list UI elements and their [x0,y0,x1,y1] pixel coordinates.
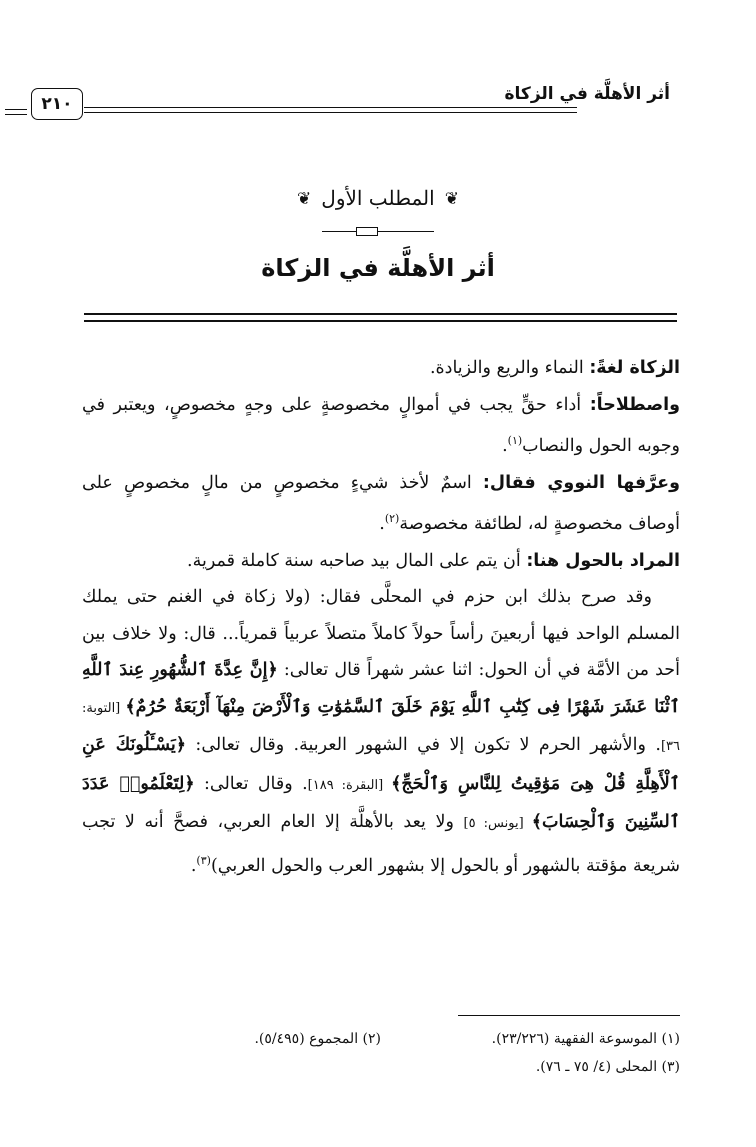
verse-reference: [البقرة: ١٨٩] [307,777,392,793]
footnote-ref[interactable]: (٢) [384,512,400,525]
paragraph-ibn-hazm [82,579,680,884]
verse-reference: [التوبة: ٣٦] [82,700,680,754]
ornament-icon: ❦ [444,189,459,209]
footnote-row [82,1053,680,1081]
header-rule [84,107,577,108]
paragraph-text: أن يتم على المال بيد صاحبه سنة كاملة قمرية. [187,550,527,571]
paragraph-text: . [502,436,508,456]
footnote-3: (٣) المحلى (٤/ ٧٥ ـ ٧٦). [535,1059,680,1075]
footnote-ref[interactable]: (٣) [196,853,211,867]
footnotes [82,1025,680,1081]
paragraph-hawl [82,543,680,580]
footnote-ref[interactable]: (١) [507,434,523,447]
paragraph-definition-term [82,387,680,465]
footnote-2: (٢) المجموع (٥/٤٩٥). [254,1031,381,1047]
quran-verse: ﴿يَسْـَٔلُونَكَ عَنِ ٱلْأَهِلَّةِ قُلْ هِىَ مَوَٰقِيتُ لِلنَّاسِ وَٱلْحَجِّ﴾ [82,735,680,794]
header-rule [84,112,577,113]
page-number: ٢١٠ [31,88,83,120]
footnote-rule [458,1015,680,1016]
page-number-dash [5,114,27,115]
paragraph-text: وقد صرح بذلك ابن حزم في المحلَّى فقال: (ولا زكاة في الغنم حتى يملك المسلم الواحد فيها أربعينَ رأساً حولاً كاملاً متصلاً عربياً قمرياً... قال: ولا خلاف بين أحد من الأمَّة في أن الحول: اثنا عشر شهراً قال تعالى: [82,587,680,680]
body-text [82,350,680,884]
quran-verse: ﴿إِنَّ عِدَّةَ ٱلشُّهُورِ عِندَ ٱللَّهِ ٱثْنَا عَشَرَ شَهْرًا فِى كِتَٰبِ ٱللَّهِ يَوْمَ خَلَقَ ٱلسَّمَٰوَٰتِ وَٱلْأَرْضَ مِنْهَآ أَرْبَعَةٌ حُرُمٌ﴾ [82,660,680,717]
term-nawawi: وعرَّفها النووي فقال: [482,472,680,493]
page-number-dash [5,109,27,110]
paragraph-text: ولا يعد بالأهلَّة إلا العام العربي، فصحَّ أنه لا تجب شريعة مؤقتة بالشهور أو بالحول إلا بشهور العرب والحول العربي) [82,812,680,876]
running-title: أثر الأهلَّة في الزكاة [504,84,670,104]
paragraph-text: النماء والريع والزيادة. [429,358,590,378]
paragraph-text: . وقال تعالى: [194,773,308,794]
verse-reference: [يونس: ٥] [463,816,532,831]
paragraph-text: اسمٌ لأخذ شيءٍ مخصوصٍ من مالٍ مخصوصٍ على أوصاف مخصوصةٍ له، لطائفة مخصوصة [82,472,680,534]
ornament-icon: ❦ [297,189,312,209]
term-istilah: واصطلاحاً: [589,394,680,415]
paragraph-text: أداء حقٍّ يجب في أموالٍ مخصوصةٍ على وجهٍ مخصوصٍ، ويعتبر في وجوبه الحول والنصاب [82,394,680,456]
title-divider [322,231,434,232]
title-rule [84,320,677,322]
paragraph-text: . والأشهر الحرم لا تكون إلا في الشهور العربية. وقال تعالى: [186,735,661,755]
paragraph-nawawi [82,465,680,543]
paragraph-definition-lang [82,350,680,387]
section-label [0,186,756,210]
term-hawl: المراد بالحول هنا: [526,550,680,571]
paragraph-text: . [190,855,197,876]
footnote-1: (١) الموسوعة الفقهية (٢٣/٢٢٦). [491,1031,680,1047]
title-divider-box [356,227,378,236]
term-zakat-lang: الزكاة لغةً: [589,358,680,378]
paragraph-text: . [379,514,385,534]
section-title: أثر الأهلَّة في الزكاة [261,254,495,282]
quran-verse: ﴿لِتَعْلَمُوا۟ عَدَدَ ٱلسِّنِينَ وَٱلْحِسَابَ﴾ [82,773,680,832]
section-label-text: المطلب الأول [321,186,435,210]
footnote-row [82,1025,680,1053]
title-rule [84,313,677,315]
